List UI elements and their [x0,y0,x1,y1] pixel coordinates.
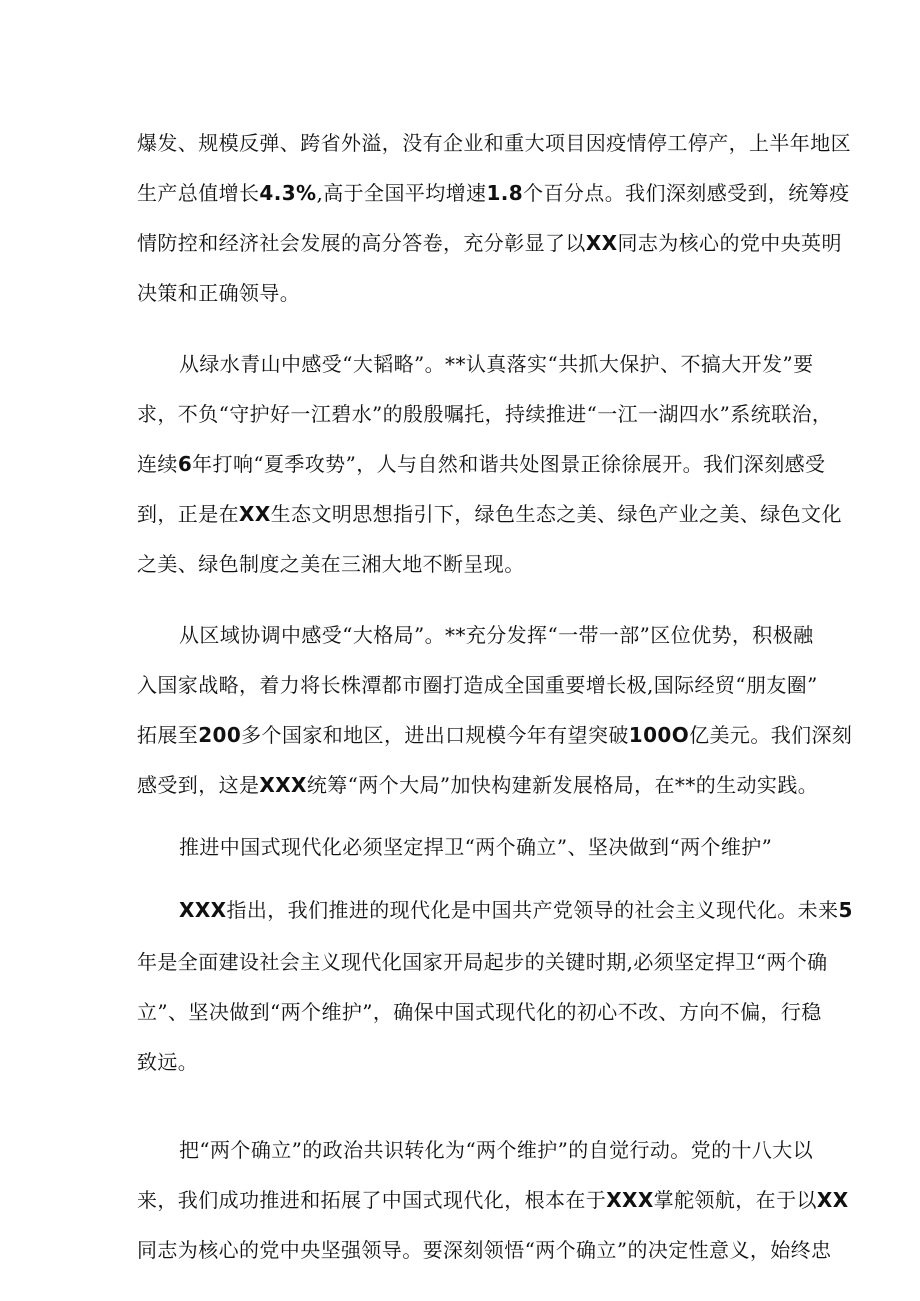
text-line: 拓展至200多个国家和地区，进出口规模今年有望突破100O亿美元。我们深刻 [137,723,853,747]
text-line: 入国家战略，着力将长株潭都市圈打造成全国重要增长极,国际经贸“朋友圈” [137,673,818,697]
text-line: 之美、绿色制度之美在三湘大地不断呈现。 [137,552,525,576]
text-line: 爆发、规模反弹、跨省外溢，没有企业和重大项目因疫情停工停产，上半年地区 [137,131,851,155]
text-line: 感受到，这是XXX统筹“两个大局”加快构建新发展格局，在**的生动实践。 [137,773,819,797]
section-heading: 推进中国式现代化必须坚定捍卫“两个确立”、坚决做到“两个维护” [179,835,773,859]
text-line: 年是全面建设社会主义现代化国家开局起步的关键时期,必须坚定捍卫“两个确 [137,950,828,974]
text-line: 决策和正确领导。 [137,281,301,305]
text-line: 把“两个确立”的政治共识转化为“两个维护”的自觉行动。党的十八大以 [179,1138,814,1162]
text-line: 从区域协调中感受“大格局”。**充分发挥“一带一部”区位优势，积极融 [179,623,814,647]
text-line: 连续6年打响“夏季攻势”，人与自然和谐共处图景正徐徐展开。我们深刻感受 [137,452,826,476]
text-line: 生产总值增长4.3%,高于全国平均增速1.8个百分点。我们深刻感受到，统筹疫 [137,181,850,205]
text-line: 致远。 [137,1050,199,1074]
text-line: 到，正是在XX生态文明思想指引下，绿色生态之美、绿色产业之美、绿色文化 [137,502,842,526]
text-line: 同志为核心的党中央坚强领导。要深刻领悟“两个确立”的决定性意义，始终忠 [137,1238,832,1262]
text-line: 从绿水青山中感受“大韬略”。**认真落实“共抓大保护、不搞大开发”要 [179,352,814,376]
text-line: 来，我们成功推进和拓展了中国式现代化，根本在于XXX掌舵领航，在于以XX [137,1188,849,1212]
text-line: XXX指出，我们推进的现代化是中国共产党领导的社会主义现代化。未来5 [179,898,853,922]
text-line: 求，不负“守护好一江碧水”的殷殷嘱托，持续推进“一江一湖四水”系统联治， [137,402,833,426]
text-line: 立”、坚决做到“两个维护”，确保中国式现代化的初心不改、方向不偏，行稳 [137,1000,822,1024]
text-line: 情防控和经济社会发展的高分答卷，充分彰显了以XX同志为核心的党中央英明 [137,231,842,255]
